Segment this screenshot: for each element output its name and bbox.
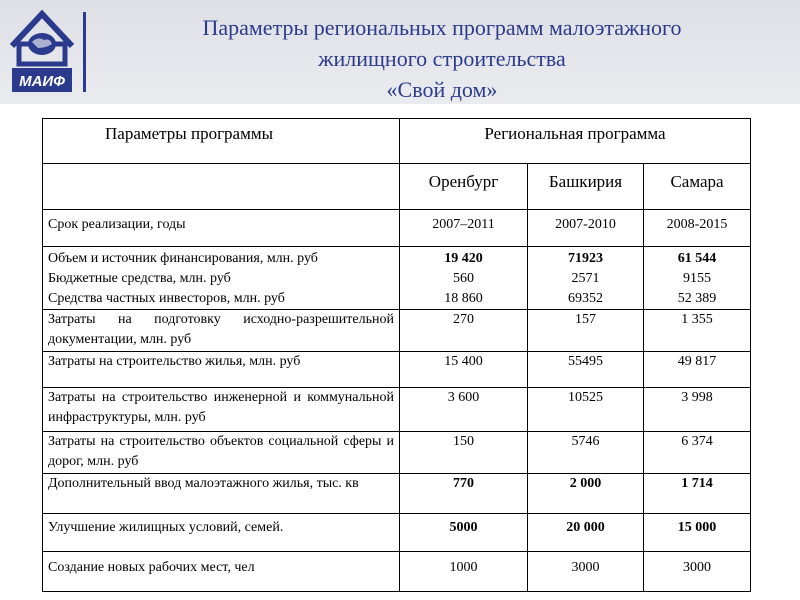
row-value: 2007–2011 (400, 210, 528, 247)
label-line: Объем и источник финансирования, млн. руб (48, 251, 318, 266)
table-row (43, 432, 751, 474)
row-label: Дополнительный ввод малоэтажного жилья, тыс. кв (43, 474, 400, 514)
value-budget: 9155 (683, 271, 711, 286)
row-label: Затраты на строительство жилья, млн. руб (43, 352, 400, 388)
row-value: 3 998 (644, 388, 751, 432)
value-total: 71923 (568, 251, 603, 266)
title-line-1: Параметры региональных программ малоэтажного (202, 15, 682, 40)
row-value (528, 247, 644, 310)
page-title (92, 12, 792, 105)
table-row (43, 514, 751, 552)
row-value: 1 714 (644, 474, 751, 514)
row-value (644, 247, 751, 310)
row-label (43, 247, 400, 310)
slide-header (0, 0, 800, 104)
value-budget: 560 (453, 271, 474, 286)
header-divider (83, 12, 86, 92)
title-line-2: жилищного строительства (318, 46, 566, 71)
value-budget: 2571 (571, 271, 600, 286)
row-label: Затраты на строительство объектов социальной сферы и дорог, млн. руб (43, 432, 400, 474)
table-row (43, 210, 751, 247)
table-row (43, 474, 751, 514)
row-value: 770 (400, 474, 528, 514)
row-value: 3 600 (400, 388, 528, 432)
logo-text: МАИФ (19, 73, 65, 90)
row-value: 1 355 (644, 310, 751, 352)
label-line: Средства частных инвесторов, млн. руб (48, 291, 285, 306)
regions-row (43, 164, 751, 210)
header-params: Параметры программы (43, 119, 400, 164)
row-value: 3000 (528, 552, 644, 592)
row-value: 20 000 (528, 514, 644, 552)
row-label: Срок реализации, годы (43, 210, 400, 247)
value-private: 18 860 (444, 291, 483, 306)
value-private: 69352 (568, 291, 603, 306)
row-value: 157 (528, 310, 644, 352)
value-total: 61 544 (677, 251, 717, 266)
row-value: 55495 (528, 352, 644, 388)
value-private: 52 389 (677, 291, 717, 306)
row-value: 10525 (528, 388, 644, 432)
row-value: 150 (400, 432, 528, 474)
table-row (43, 388, 751, 432)
region-orenburg: Оренбург (400, 164, 528, 210)
region-bashkiria: Башкирия (528, 164, 644, 210)
title-line-3: «Свой дом» (386, 77, 498, 102)
row-label: Затраты на строительство инженерной и коммунальной инфраструктуры, млн. руб (43, 388, 400, 432)
row-value: 3000 (644, 552, 751, 592)
row-value: 5000 (400, 514, 528, 552)
row-label: Затраты на подготовку исходно-разрешительной документации, млн. руб (43, 310, 400, 352)
value-total: 19 420 (444, 251, 483, 266)
table-header-row (43, 119, 751, 164)
row-value: 6 374 (644, 432, 751, 474)
label-line: Бюджетные средства, млн. руб (48, 271, 231, 286)
row-value: 2008-2015 (644, 210, 751, 247)
header-program: Региональная программа (400, 119, 751, 164)
row-value: 270 (400, 310, 528, 352)
row-value: 2 000 (528, 474, 644, 514)
table-row (43, 310, 751, 352)
region-samara: Самара (644, 164, 751, 210)
row-label: Улучшение жилищных условий, семей. (43, 514, 400, 552)
row-label: Создание новых рабочих мест, чел (43, 552, 400, 592)
row-value: 2007-2010 (528, 210, 644, 247)
row-value: 1000 (400, 552, 528, 592)
row-value: 5746 (528, 432, 644, 474)
row-value: 15 400 (400, 352, 528, 388)
row-value: 49 817 (644, 352, 751, 388)
empty-cell (43, 164, 400, 210)
table-row (43, 352, 751, 388)
table-row (43, 552, 751, 592)
row-value (400, 247, 528, 310)
table-row (43, 247, 751, 310)
parameters-table (42, 118, 751, 592)
maif-logo (8, 8, 76, 94)
row-value: 15 000 (644, 514, 751, 552)
